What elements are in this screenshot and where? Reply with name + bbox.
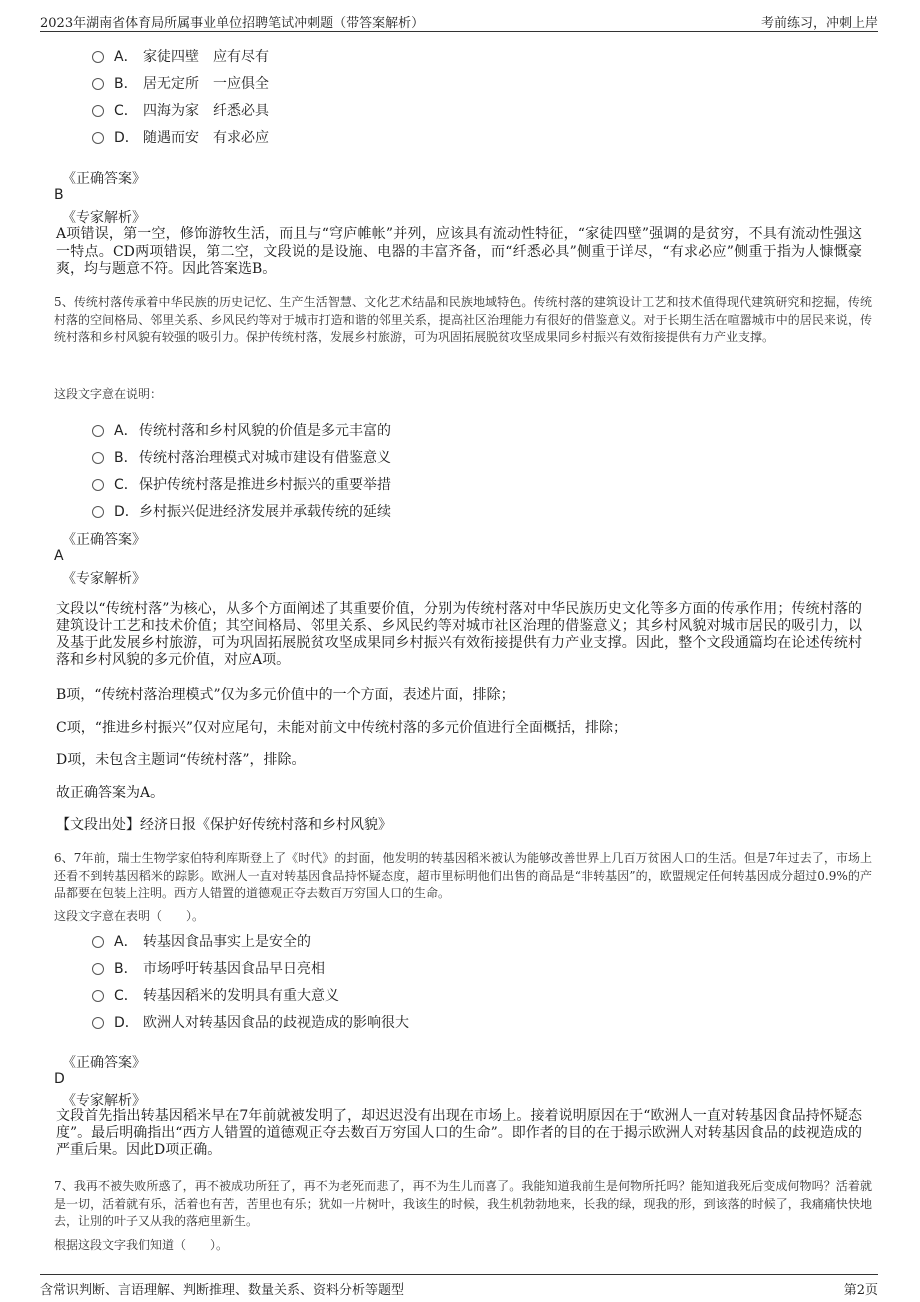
q5-analysis-d: D项，未包含主题词“传统村落”，排除。 bbox=[56, 752, 306, 768]
header-slogan: 考前练习，冲刺上岸 bbox=[760, 16, 878, 31]
radio-icon[interactable] bbox=[92, 78, 104, 90]
radio-icon[interactable] bbox=[92, 452, 104, 464]
q6-question: 6、7年前，瑞士生物学家伯特利库斯登上了《时代》的封面，他发明的转基因稻米被认为能够改善世界上几百万贫困人口的生活。但是7年过去了，市场上还看不到转基因稻米的踪影。欧洲人一直对转基因食品持怀疑态度，超市里标明他们出售的商品是“非转基因”的，欧盟规定任何转基因成分超过0.9%的产品都要在包装上注明。西方人错置的道德观正夺去数百万穷国人口的生命。 bbox=[54, 851, 872, 900]
q5-analysis-label: 《专家解析》 bbox=[62, 571, 146, 587]
q6-answer-label: 《正确答案》 bbox=[62, 1055, 146, 1071]
radio-icon[interactable] bbox=[92, 51, 104, 63]
q4-answer: B bbox=[54, 187, 64, 203]
q6-analysis-label: 《专家解析》 bbox=[62, 1093, 146, 1109]
document-title: 2023年湖南省体育局所属事业单位招聘笔试冲刺题（带答案解析） bbox=[40, 16, 425, 31]
q5-answer-label: 《正确答案》 bbox=[62, 532, 146, 548]
radio-icon[interactable] bbox=[92, 479, 104, 491]
radio-icon[interactable] bbox=[92, 132, 104, 144]
q5-question: 5、传统村落传承着中华民族的历史记忆、生产生活智慧、文化艺术结晶和民族地域特色。传统村落的建筑设计工艺和技术值得现代建筑研究和挖掘，传统村落的空间格局、邻里关系、乡风民约等对于城市打造和谐的邻里关系，提高社区治理能力有很好的借鉴意义。对于长期生活在喧嚣城市中的居民来说，传统村落和乡村风貌有较强的吸引力。保护传统村落，发展乡村旅游，可为巩固拓展脱贫攻坚成果同乡村振兴有效衔接提供有力产业支撑。 bbox=[54, 295, 872, 344]
radio-icon[interactable] bbox=[92, 936, 104, 948]
page-number: 第2页 bbox=[843, 1283, 878, 1298]
q5-analysis-paragraph: 文段以“传统村落”为核心，从多个方面阐述了其重要价值，分别为传统村落对中华民族历史文化等多方面的传承作用；传统村落的建筑设计工艺和技术价值；其空间格局、邻里关系、乡风民约等对城市社区治理的借鉴意义；其乡村风貌对城市居民的吸引力，以及基于此发展乡村旅游，可为巩固拓展脱贫攻坚成果同乡村振兴有效衔接提供有力产业支撑。因此，整个文段通篇均在论述传统村落和乡村风貌的多元价值，对应A项。 bbox=[56, 601, 862, 668]
radio-icon[interactable] bbox=[92, 990, 104, 1002]
page-footer bbox=[40, 1274, 878, 1296]
radio-icon[interactable] bbox=[92, 506, 104, 518]
q6-answer: D bbox=[54, 1071, 65, 1087]
radio-icon[interactable] bbox=[92, 105, 104, 117]
q7-ask: 根据这段文字我们知道（ ）。 bbox=[54, 1238, 229, 1252]
q5-answer: A bbox=[54, 548, 64, 564]
q6-analysis: 文段首先指出转基因稻米早在7年前就被发明了，却迟迟没有出现在市场上。接着说明原因在于“欧洲人一直对转基因食品持怀疑态度”。最后明确指出“西方人错置的道德观正夺去数百万穷国人口的生命”。即作者的目的在于揭示欧洲人对转基因食品的歧视造成的严重后果。因此D项正确。 bbox=[56, 1108, 862, 1158]
q5-analysis-conclusion: 故正确答案为A。 bbox=[56, 785, 165, 801]
q5-ask: 这段文字意在说明： bbox=[54, 387, 163, 401]
q5-analysis-c: C项，“推进乡村振兴”仅对应尾句，未能对前文中传统村落的多元价值进行全面概括，排除； bbox=[56, 720, 628, 736]
q5-source: 【文段出处】经济日报《保护好传统村落和乡村风貌》 bbox=[56, 817, 392, 833]
footer-categories: 含常识判断、言语理解、判断推理、数量关系、资料分析等题型 bbox=[40, 1283, 405, 1298]
radio-icon[interactable] bbox=[92, 1017, 104, 1029]
q4-answer-label: 《正确答案》 bbox=[62, 171, 146, 187]
q7-question: 7、我再不被失败所惑了，再不被成功所狂了，再不为老死而悲了，再不为生儿而喜了。我能知道我前生是何物所托吗？能知道我死后变成何物吗？活着就是一切，活着就有乐，活着也有苦，苦里也有乐；犹如一片树叶，我该生的时候，我生机勃勃地来，长我的绿，现我的形，到该落的时候了，我痛痛快快地去，让別的叶子又从我的落疤里新生。 bbox=[54, 1179, 872, 1228]
radio-icon[interactable] bbox=[92, 963, 104, 975]
q4-analysis: A项错误，第一空，修饰游牧生活，而且与“穹庐帷帐”并列，应该具有流动性特征，“家徒四壁”强调的是贫穷，不具有流动性强这一特点。CD两项错误，第二空，文段说的是设施、电器的丰富齐备，而“纤悉必具”侧重于详尽，“有求必应”侧重于指为人慷慨豪爽，均与题意不符。因此答案选B。 bbox=[56, 226, 862, 277]
page-header bbox=[40, 10, 878, 32]
q4-analysis-label: 《专家解析》 bbox=[62, 210, 146, 226]
q5-analysis-b: B项，“传统村落治理模式”仅为多元价值中的一个方面，表述片面，排除； bbox=[56, 687, 515, 703]
radio-icon[interactable] bbox=[92, 425, 104, 437]
q6-ask: 这段文字意在表明（ ）。 bbox=[54, 909, 205, 923]
